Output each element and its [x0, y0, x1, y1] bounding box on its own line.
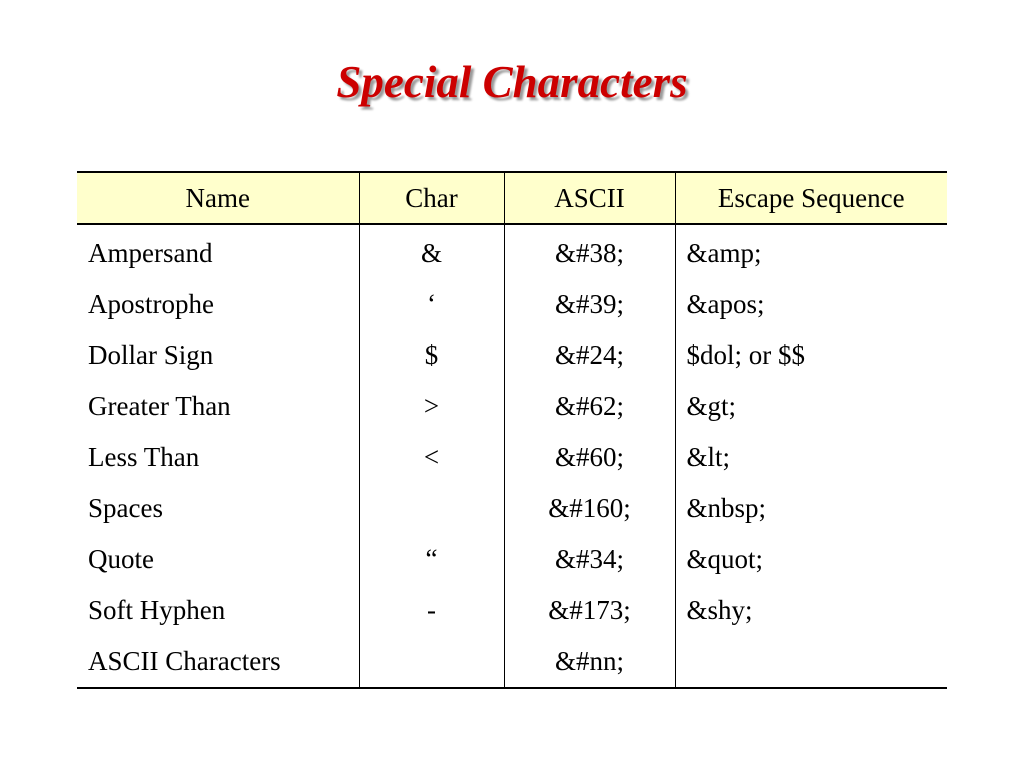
table-row [77, 224, 947, 279]
cell-escape: &amp; [675, 224, 947, 279]
table-row [77, 483, 947, 534]
cell-escape: &apos; [675, 279, 947, 330]
cell-ascii: &#60; [504, 432, 675, 483]
cell-char: & [359, 224, 504, 279]
cell-ascii: &#62; [504, 381, 675, 432]
cell-ascii: &#39; [504, 279, 675, 330]
cell-escape: &shy; [675, 585, 947, 636]
cell-char: > [359, 381, 504, 432]
cell-ascii: &#24; [504, 330, 675, 381]
table-row [77, 585, 947, 636]
table-row [77, 279, 947, 330]
cell-escape: $dol; or $$ [675, 330, 947, 381]
table-row [77, 636, 947, 688]
table-row [77, 534, 947, 585]
cell-ascii: &#38; [504, 224, 675, 279]
header-char: Char [359, 172, 504, 224]
cell-char [359, 636, 504, 688]
cell-escape: &lt; [675, 432, 947, 483]
cell-char: “ [359, 534, 504, 585]
cell-name: Apostrophe [88, 289, 214, 319]
cell-escape: &nbsp; [675, 483, 947, 534]
cell-name: Ampersand [88, 238, 213, 268]
cell-escape: &gt; [675, 381, 947, 432]
cell-char: < [359, 432, 504, 483]
cell-name: Spaces [88, 493, 163, 523]
cell-name: Less Than [88, 442, 200, 472]
table-header-row [77, 172, 947, 224]
cell-escape: &quot; [675, 534, 947, 585]
special-characters-table [77, 171, 947, 689]
cell-char: - [359, 585, 504, 636]
cell-char [359, 483, 504, 534]
table-row [77, 432, 947, 483]
table-row [77, 330, 947, 381]
header-escape-sequence: Escape Sequence [675, 172, 947, 224]
cell-ascii: &#34; [504, 534, 675, 585]
cell-name: Soft Hyphen [88, 595, 226, 625]
cell-name: Greater Than [88, 391, 231, 421]
cell-name: Dollar Sign [88, 340, 214, 370]
cell-char: $ [359, 330, 504, 381]
cell-name: ASCII Characters [77, 636, 359, 688]
page-title: Special Characters [336, 57, 688, 107]
cell-ascii: &#nn; [504, 636, 675, 688]
cell-ascii: &#160; [504, 483, 675, 534]
table-row [77, 381, 947, 432]
header-name: Name [77, 172, 359, 224]
cell-name: Quote [88, 544, 154, 574]
cell-char: ‘ [359, 279, 504, 330]
cell-ascii: &#173; [504, 585, 675, 636]
cell-escape [675, 636, 947, 688]
header-ascii: ASCII [504, 172, 675, 224]
